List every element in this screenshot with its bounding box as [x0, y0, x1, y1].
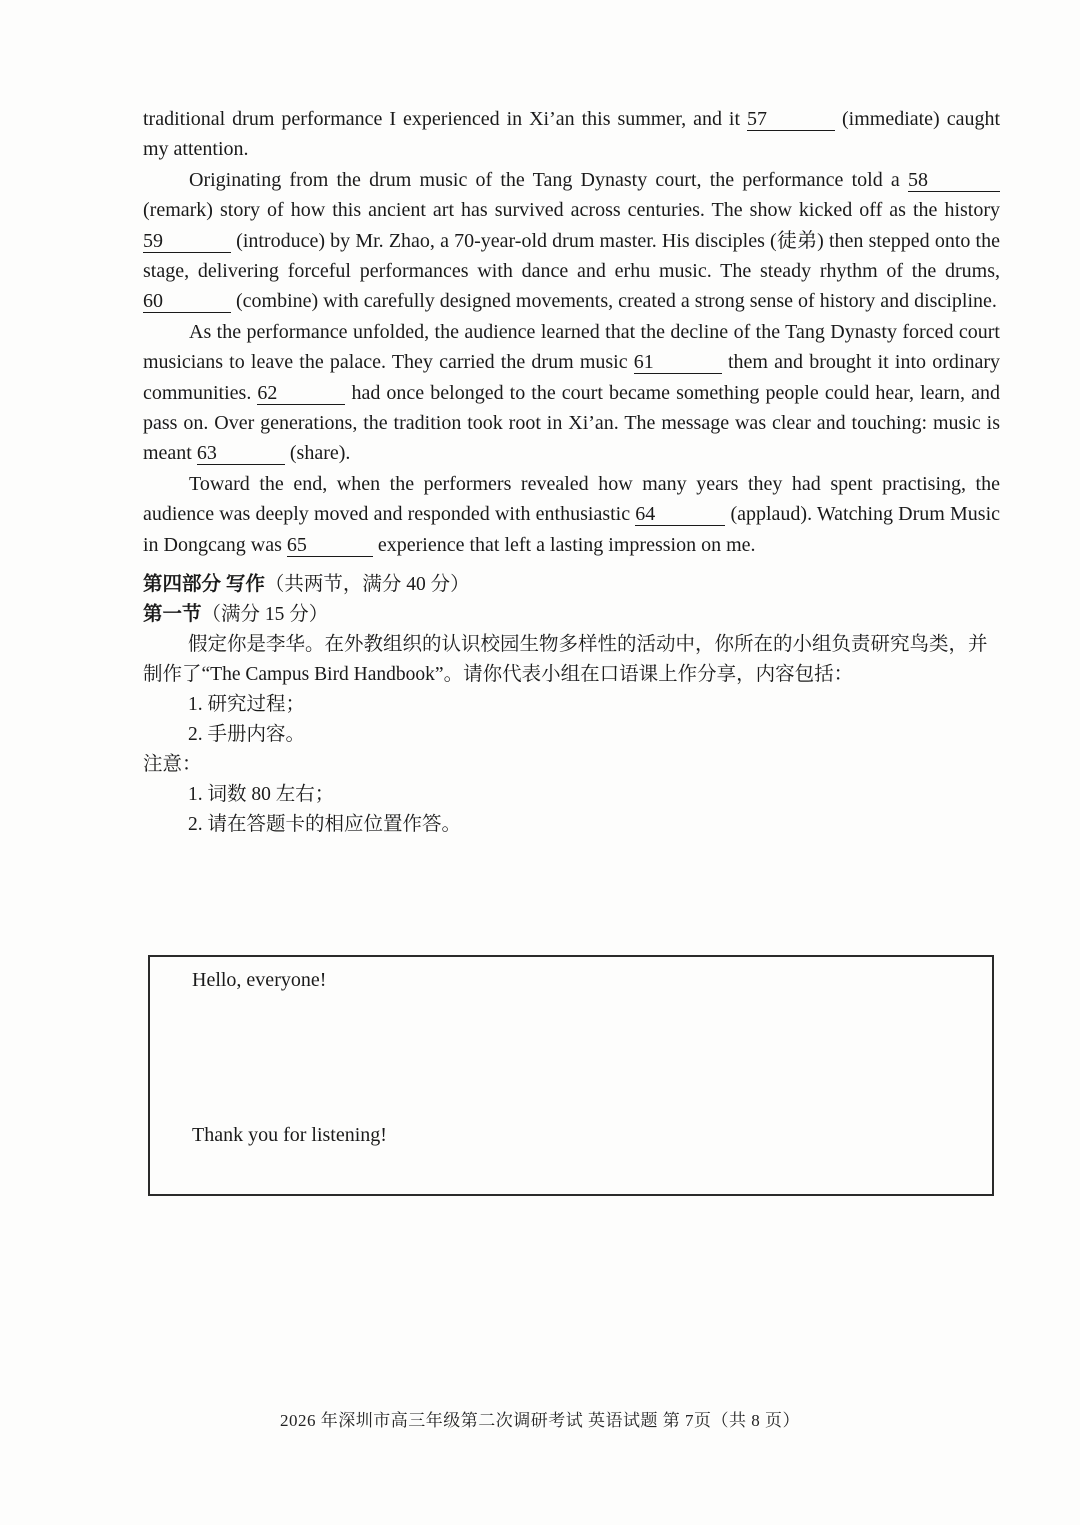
section-title: 第四部分 [143, 574, 222, 596]
text-run: (combine) with carefully designed movements, created a strong sense of history and discipline. [231, 290, 997, 313]
blank-58: 58 [908, 169, 1000, 192]
blank-60: 60 [143, 290, 231, 313]
subsection-note: （满分 15 分） [201, 604, 329, 626]
text-run: Originating from the drum music of the Tang Dynasty court, the performance told a [189, 168, 908, 191]
prompt-item-2: 2. 手册内容。 [188, 724, 306, 746]
answer-box [148, 955, 994, 1196]
subsection-heading [143, 600, 1000, 630]
blank-64: 64 [635, 503, 725, 526]
blank-62: 62 [257, 382, 345, 405]
subsection-title: 第一节 [143, 604, 202, 626]
text-run: (remark) story of how this ancient art has survived across centuries. The show kicked off as the history [143, 199, 1000, 222]
page-footer: 2026 年深圳市高三年级第二次调研考试 英语试题 第 7页（共 8 页） [280, 1411, 800, 1430]
blank-65: 65 [287, 534, 373, 557]
writing-prompt: 假定你是李华。在外教组织的认识校园生物多样性的活动中，你所在的小组负责研究鸟类，并制作了“The Campus Bird Handbook”。请你代表小组在口语课上作分享，内容包括： [143, 634, 988, 686]
text-run: (immediate) caught my attention. [143, 108, 1001, 161]
note-item-1: 1. 词数 80 左右； [188, 784, 335, 806]
blank-63: 63 [197, 442, 285, 465]
greeting-text: Hello, everyone! [192, 969, 327, 991]
text-run: experience that left a lasting impression on me. [372, 533, 756, 556]
text-run: Toward the end, when the performers revealed how many years they had spent practising, the audience was deeply moved and responded with enthusiastic [143, 472, 1000, 526]
blank-61: 61 [634, 351, 722, 374]
passage-paragraph-2 [143, 165, 1000, 317]
section-note: （共两节，满分 40 分） [264, 574, 470, 596]
text-run: had once belonged to the court became something people could hear, learn, and pass on. Over generations, the tradition took root in Xi’an. The message was clear and touching: music is meant [143, 381, 1001, 465]
exam-page [143, 104, 1000, 840]
passage-paragraph-3 [143, 317, 1000, 469]
text-run: (applaud). Watching Drum Music in Dongcang was [143, 503, 1001, 556]
text-run: As the performance unfolded, the audience learned that the decline of the Tang Dynasty forced court musicians to leave the palace. They carried the drum music [143, 320, 1000, 374]
closing-text: Thank you for listening! [192, 1124, 387, 1146]
section-heading [143, 570, 1000, 600]
section-title-b: 写作 [225, 574, 265, 596]
blank-59: 59 [143, 230, 231, 253]
text-run: them and brought it into ordinary communities. [143, 351, 1000, 404]
note-label: 注意： [143, 754, 202, 776]
text-run: traditional drum performance I experienced in Xi’an this summer, and it [143, 108, 748, 130]
text-run: (share). [284, 442, 351, 465]
note-item-2: 2. 请在答题卡的相应位置作答。 [188, 814, 462, 836]
prompt-item-1: 1. 研究过程； [188, 694, 306, 716]
text-run: (introduce) by Mr. Zhao, a 70-year-old drum master. His disciples (徒弟) then stepped onto the stage, delivering forceful performances with dance and erhu music. The steady rhythm of the drums, [143, 229, 1000, 283]
passage-paragraph-1 [143, 104, 1000, 165]
passage-paragraph-4 [143, 469, 1000, 560]
blank-57: 57 [747, 108, 835, 131]
